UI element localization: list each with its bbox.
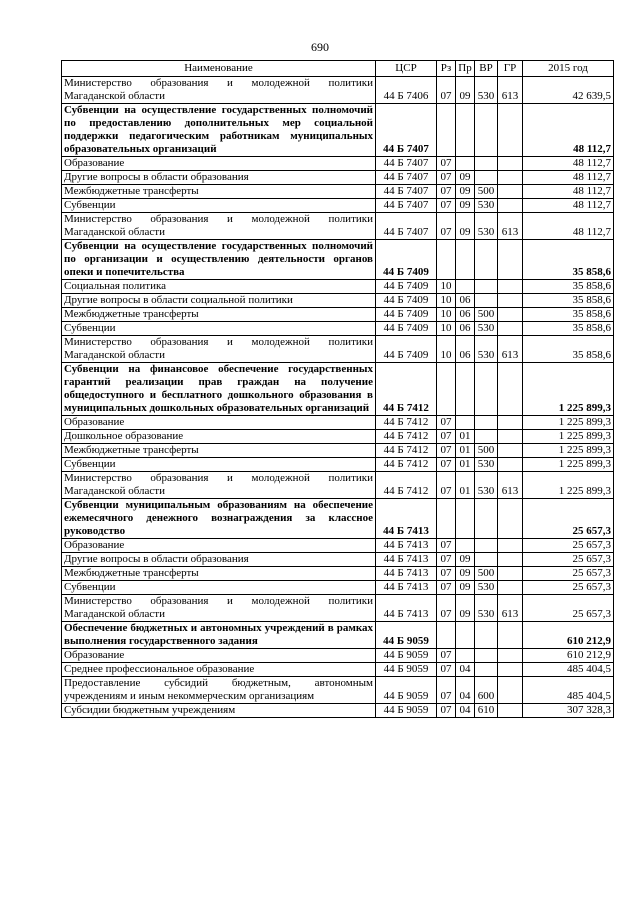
table-row	[62, 199, 614, 213]
cell-vr: 530	[475, 595, 498, 622]
cell-name: Межбюджетные трансферты	[62, 308, 376, 322]
cell-csr: 44 Б 7409	[376, 308, 437, 322]
table-body	[62, 77, 614, 718]
table-row	[62, 458, 614, 472]
cell-pr: 01	[456, 430, 475, 444]
cell-csr: 44 Б 7413	[376, 581, 437, 595]
cell-vr: 530	[475, 336, 498, 363]
cell-gr	[498, 622, 523, 649]
cell-csr: 44 Б 7407	[376, 185, 437, 199]
cell-gr	[498, 581, 523, 595]
cell-rz: 10	[437, 294, 456, 308]
cell-vr: 530	[475, 322, 498, 336]
cell-name: Министерство образования и молодежной политики Магаданской области	[62, 595, 376, 622]
table-row	[62, 280, 614, 294]
cell-amount: 307 328,3	[523, 704, 614, 718]
cell-vr: 530	[475, 458, 498, 472]
cell-gr	[498, 199, 523, 213]
cell-vr	[475, 157, 498, 171]
cell-amount: 48 112,7	[523, 104, 614, 157]
cell-vr: 500	[475, 185, 498, 199]
cell-amount: 25 657,3	[523, 553, 614, 567]
cell-vr	[475, 280, 498, 294]
cell-gr	[498, 171, 523, 185]
cell-amount: 25 657,3	[523, 567, 614, 581]
cell-name: Обеспечение бюджетных и автономных учреждений в рамках выполнения государственного задания	[62, 622, 376, 649]
cell-amount: 25 657,3	[523, 595, 614, 622]
header-name: Наименование	[62, 61, 376, 77]
cell-name: Предоставление субсидий бюджетным, автономным учреждениям и иным некоммерческим организациям	[62, 677, 376, 704]
cell-gr	[498, 322, 523, 336]
cell-rz: 07	[437, 430, 456, 444]
table-row	[62, 663, 614, 677]
cell-rz: 07	[437, 472, 456, 499]
header-rz: Рз	[437, 61, 456, 77]
cell-gr	[498, 499, 523, 539]
cell-pr: 04	[456, 677, 475, 704]
cell-vr	[475, 430, 498, 444]
cell-csr: 44 Б 7412	[376, 444, 437, 458]
cell-pr: 01	[456, 458, 475, 472]
cell-rz: 10	[437, 280, 456, 294]
cell-rz: 07	[437, 77, 456, 104]
cell-gr	[498, 458, 523, 472]
cell-gr	[498, 430, 523, 444]
cell-name: Субвенции	[62, 458, 376, 472]
cell-rz: 07	[437, 416, 456, 430]
cell-gr	[498, 704, 523, 718]
cell-pr: 04	[456, 663, 475, 677]
table-row	[62, 322, 614, 336]
cell-csr: 44 Б 7413	[376, 567, 437, 581]
cell-pr	[456, 104, 475, 157]
cell-pr: 09	[456, 553, 475, 567]
cell-pr: 09	[456, 595, 475, 622]
cell-pr: 09	[456, 567, 475, 581]
cell-name: Другие вопросы в области социальной политики	[62, 294, 376, 308]
table-row	[62, 539, 614, 553]
cell-vr: 530	[475, 581, 498, 595]
cell-amount: 35 858,6	[523, 240, 614, 280]
cell-gr	[498, 185, 523, 199]
cell-amount: 1 225 899,3	[523, 430, 614, 444]
cell-name: Субвенции на осуществление государственных полномочий по предоставлению дополнительных мер социальной поддержки педагогическим работникам муниципальных образовательных организаций	[62, 104, 376, 157]
cell-amount: 1 225 899,3	[523, 444, 614, 458]
cell-gr	[498, 363, 523, 416]
cell-gr	[498, 663, 523, 677]
cell-gr	[498, 294, 523, 308]
cell-name: Межбюджетные трансферты	[62, 185, 376, 199]
cell-gr	[498, 553, 523, 567]
table-row	[62, 430, 614, 444]
cell-gr	[498, 444, 523, 458]
cell-gr	[498, 567, 523, 581]
table-row	[62, 240, 614, 280]
cell-rz	[437, 104, 456, 157]
cell-vr	[475, 104, 498, 157]
cell-pr	[456, 280, 475, 294]
cell-csr: 44 Б 7413	[376, 499, 437, 539]
cell-amount: 48 112,7	[523, 199, 614, 213]
table-row	[62, 171, 614, 185]
cell-amount: 48 112,7	[523, 157, 614, 171]
cell-csr: 44 Б 7409	[376, 322, 437, 336]
cell-gr: 613	[498, 595, 523, 622]
cell-amount: 35 858,6	[523, 336, 614, 363]
cell-name: Субсидии бюджетным учреждениям	[62, 704, 376, 718]
cell-pr	[456, 499, 475, 539]
cell-name: Министерство образования и молодежной политики Магаданской области	[62, 336, 376, 363]
table-row	[62, 77, 614, 104]
cell-amount: 1 225 899,3	[523, 363, 614, 416]
table-row	[62, 294, 614, 308]
cell-csr: 44 Б 9059	[376, 704, 437, 718]
cell-rz: 07	[437, 213, 456, 240]
cell-rz: 07	[437, 677, 456, 704]
cell-csr: 44 Б 7412	[376, 416, 437, 430]
cell-pr: 09	[456, 171, 475, 185]
cell-csr: 44 Б 7409	[376, 336, 437, 363]
cell-csr: 44 Б 7413	[376, 539, 437, 553]
cell-amount: 1 225 899,3	[523, 472, 614, 499]
cell-pr: 06	[456, 294, 475, 308]
cell-pr	[456, 416, 475, 430]
cell-csr: 44 Б 7407	[376, 157, 437, 171]
cell-amount: 25 657,3	[523, 499, 614, 539]
cell-csr: 44 Б 7407	[376, 199, 437, 213]
cell-csr: 44 Б 7407	[376, 171, 437, 185]
cell-rz	[437, 499, 456, 539]
cell-vr: 500	[475, 308, 498, 322]
cell-gr	[498, 308, 523, 322]
cell-amount: 610 212,9	[523, 649, 614, 663]
cell-rz: 07	[437, 171, 456, 185]
cell-rz: 10	[437, 322, 456, 336]
cell-gr	[498, 240, 523, 280]
cell-vr	[475, 553, 498, 567]
cell-amount: 48 112,7	[523, 213, 614, 240]
table-row	[62, 336, 614, 363]
cell-csr: 44 Б 7407	[376, 104, 437, 157]
cell-gr: 613	[498, 213, 523, 240]
cell-csr: 44 Б 9059	[376, 663, 437, 677]
cell-gr: 613	[498, 336, 523, 363]
cell-pr	[456, 622, 475, 649]
cell-amount: 35 858,6	[523, 280, 614, 294]
table-row	[62, 677, 614, 704]
table-row	[62, 157, 614, 171]
cell-name: Субвенции	[62, 322, 376, 336]
cell-amount: 35 858,6	[523, 308, 614, 322]
table-row	[62, 595, 614, 622]
cell-pr	[456, 363, 475, 416]
table-row	[62, 444, 614, 458]
cell-vr	[475, 663, 498, 677]
cell-rz: 07	[437, 567, 456, 581]
cell-gr	[498, 416, 523, 430]
table-row	[62, 416, 614, 430]
cell-pr	[456, 157, 475, 171]
table-row	[62, 704, 614, 718]
cell-amount: 35 858,6	[523, 322, 614, 336]
cell-vr: 530	[475, 77, 498, 104]
cell-name: Субвенции на осуществление государственных полномочий по организации и осуществлению деятельности органов опеки и попечительства	[62, 240, 376, 280]
cell-pr	[456, 240, 475, 280]
cell-amount: 610 212,9	[523, 622, 614, 649]
header-vr: ВР	[475, 61, 498, 77]
table-row	[62, 553, 614, 567]
table-row	[62, 649, 614, 663]
cell-csr: 44 Б 7412	[376, 458, 437, 472]
table-row	[62, 308, 614, 322]
header-year: 2015 год	[523, 61, 614, 77]
cell-amount: 48 112,7	[523, 171, 614, 185]
cell-name: Межбюджетные трансферты	[62, 444, 376, 458]
cell-gr	[498, 677, 523, 704]
cell-vr	[475, 240, 498, 280]
cell-vr: 500	[475, 444, 498, 458]
cell-rz	[437, 622, 456, 649]
cell-pr: 09	[456, 581, 475, 595]
cell-pr: 04	[456, 704, 475, 718]
header-gr: ГР	[498, 61, 523, 77]
cell-name: Субвенции на финансовое обеспечение государственных гарантий реализации прав граждан на получение общедоступного и бесплатного дошкольного образования в муниципальных дошкольных образовательных организаций	[62, 363, 376, 416]
cell-name: Образование	[62, 649, 376, 663]
cell-amount: 35 858,6	[523, 294, 614, 308]
table-row	[62, 104, 614, 157]
cell-csr: 44 Б 7412	[376, 472, 437, 499]
cell-csr: 44 Б 7407	[376, 213, 437, 240]
cell-csr: 44 Б 7409	[376, 280, 437, 294]
cell-rz: 07	[437, 595, 456, 622]
cell-amount: 25 657,3	[523, 539, 614, 553]
cell-csr: 44 Б 7409	[376, 294, 437, 308]
cell-pr: 09	[456, 199, 475, 213]
cell-name: Другие вопросы в области образования	[62, 171, 376, 185]
cell-name: Министерство образования и молодежной политики Магаданской области	[62, 77, 376, 104]
page-number: 690	[311, 40, 329, 54]
cell-rz: 07	[437, 663, 456, 677]
cell-csr: 44 Б 9059	[376, 677, 437, 704]
cell-name: Министерство образования и молодежной политики Магаданской области	[62, 213, 376, 240]
cell-name: Межбюджетные трансферты	[62, 567, 376, 581]
header-csr: ЦСР	[376, 61, 437, 77]
header-pr: Пр	[456, 61, 475, 77]
cell-rz: 07	[437, 704, 456, 718]
cell-rz: 07	[437, 458, 456, 472]
cell-name: Министерство образования и молодежной политики Магаданской области	[62, 472, 376, 499]
cell-vr	[475, 622, 498, 649]
cell-gr	[498, 157, 523, 171]
cell-name: Образование	[62, 539, 376, 553]
cell-amount: 42 639,5	[523, 77, 614, 104]
table-row	[62, 185, 614, 199]
cell-name: Образование	[62, 416, 376, 430]
cell-pr	[456, 649, 475, 663]
cell-rz: 07	[437, 553, 456, 567]
table-row	[62, 472, 614, 499]
cell-rz: 07	[437, 444, 456, 458]
cell-pr: 09	[456, 77, 475, 104]
cell-name: Дошкольное образование	[62, 430, 376, 444]
cell-rz: 07	[437, 649, 456, 663]
cell-name: Образование	[62, 157, 376, 171]
cell-rz: 07	[437, 539, 456, 553]
table-row	[62, 581, 614, 595]
cell-name: Среднее профессиональное образование	[62, 663, 376, 677]
cell-name: Социальная политика	[62, 280, 376, 294]
cell-name: Другие вопросы в области образования	[62, 553, 376, 567]
cell-amount: 1 225 899,3	[523, 458, 614, 472]
cell-vr: 530	[475, 472, 498, 499]
cell-amount: 485 404,5	[523, 663, 614, 677]
cell-rz: 07	[437, 581, 456, 595]
cell-pr: 01	[456, 472, 475, 499]
cell-csr: 44 Б 7409	[376, 240, 437, 280]
cell-rz: 10	[437, 308, 456, 322]
cell-csr: 44 Б 7413	[376, 553, 437, 567]
cell-name: Субвенции	[62, 199, 376, 213]
cell-gr: 613	[498, 77, 523, 104]
cell-pr: 01	[456, 444, 475, 458]
cell-csr: 44 Б 9059	[376, 649, 437, 663]
cell-pr: 06	[456, 308, 475, 322]
cell-gr	[498, 539, 523, 553]
table-row	[62, 363, 614, 416]
cell-pr: 09	[456, 213, 475, 240]
cell-csr: 44 Б 7412	[376, 363, 437, 416]
cell-rz: 07	[437, 157, 456, 171]
table-row	[62, 213, 614, 240]
cell-rz: 10	[437, 336, 456, 363]
cell-csr: 44 Б 7412	[376, 430, 437, 444]
cell-rz: 07	[437, 199, 456, 213]
cell-pr: 06	[456, 322, 475, 336]
table-row	[62, 622, 614, 649]
cell-vr	[475, 363, 498, 416]
cell-vr	[475, 416, 498, 430]
cell-vr	[475, 649, 498, 663]
cell-vr: 500	[475, 567, 498, 581]
cell-amount: 25 657,3	[523, 581, 614, 595]
table-row	[62, 567, 614, 581]
cell-rz	[437, 240, 456, 280]
cell-pr: 06	[456, 336, 475, 363]
cell-name: Субвенции	[62, 581, 376, 595]
cell-gr	[498, 104, 523, 157]
cell-pr	[456, 539, 475, 553]
cell-gr	[498, 280, 523, 294]
table-header-row	[62, 61, 614, 77]
cell-gr: 613	[498, 472, 523, 499]
cell-vr: 530	[475, 213, 498, 240]
cell-vr	[475, 539, 498, 553]
cell-csr: 44 Б 7406	[376, 77, 437, 104]
cell-amount: 1 225 899,3	[523, 416, 614, 430]
cell-rz	[437, 363, 456, 416]
cell-vr	[475, 499, 498, 539]
cell-pr: 09	[456, 185, 475, 199]
cell-vr: 530	[475, 199, 498, 213]
cell-csr: 44 Б 9059	[376, 622, 437, 649]
cell-name: Субвенции муниципальным образованиям на обеспечение ежемесячного денежного вознаграждения за классное руководство	[62, 499, 376, 539]
cell-vr	[475, 171, 498, 185]
cell-rz: 07	[437, 185, 456, 199]
cell-vr: 610	[475, 704, 498, 718]
cell-amount: 48 112,7	[523, 185, 614, 199]
cell-csr: 44 Б 7413	[376, 595, 437, 622]
cell-vr	[475, 294, 498, 308]
cell-vr: 600	[475, 677, 498, 704]
table-row	[62, 499, 614, 539]
cell-amount: 485 404,5	[523, 677, 614, 704]
budget-table	[61, 60, 614, 718]
cell-gr	[498, 649, 523, 663]
